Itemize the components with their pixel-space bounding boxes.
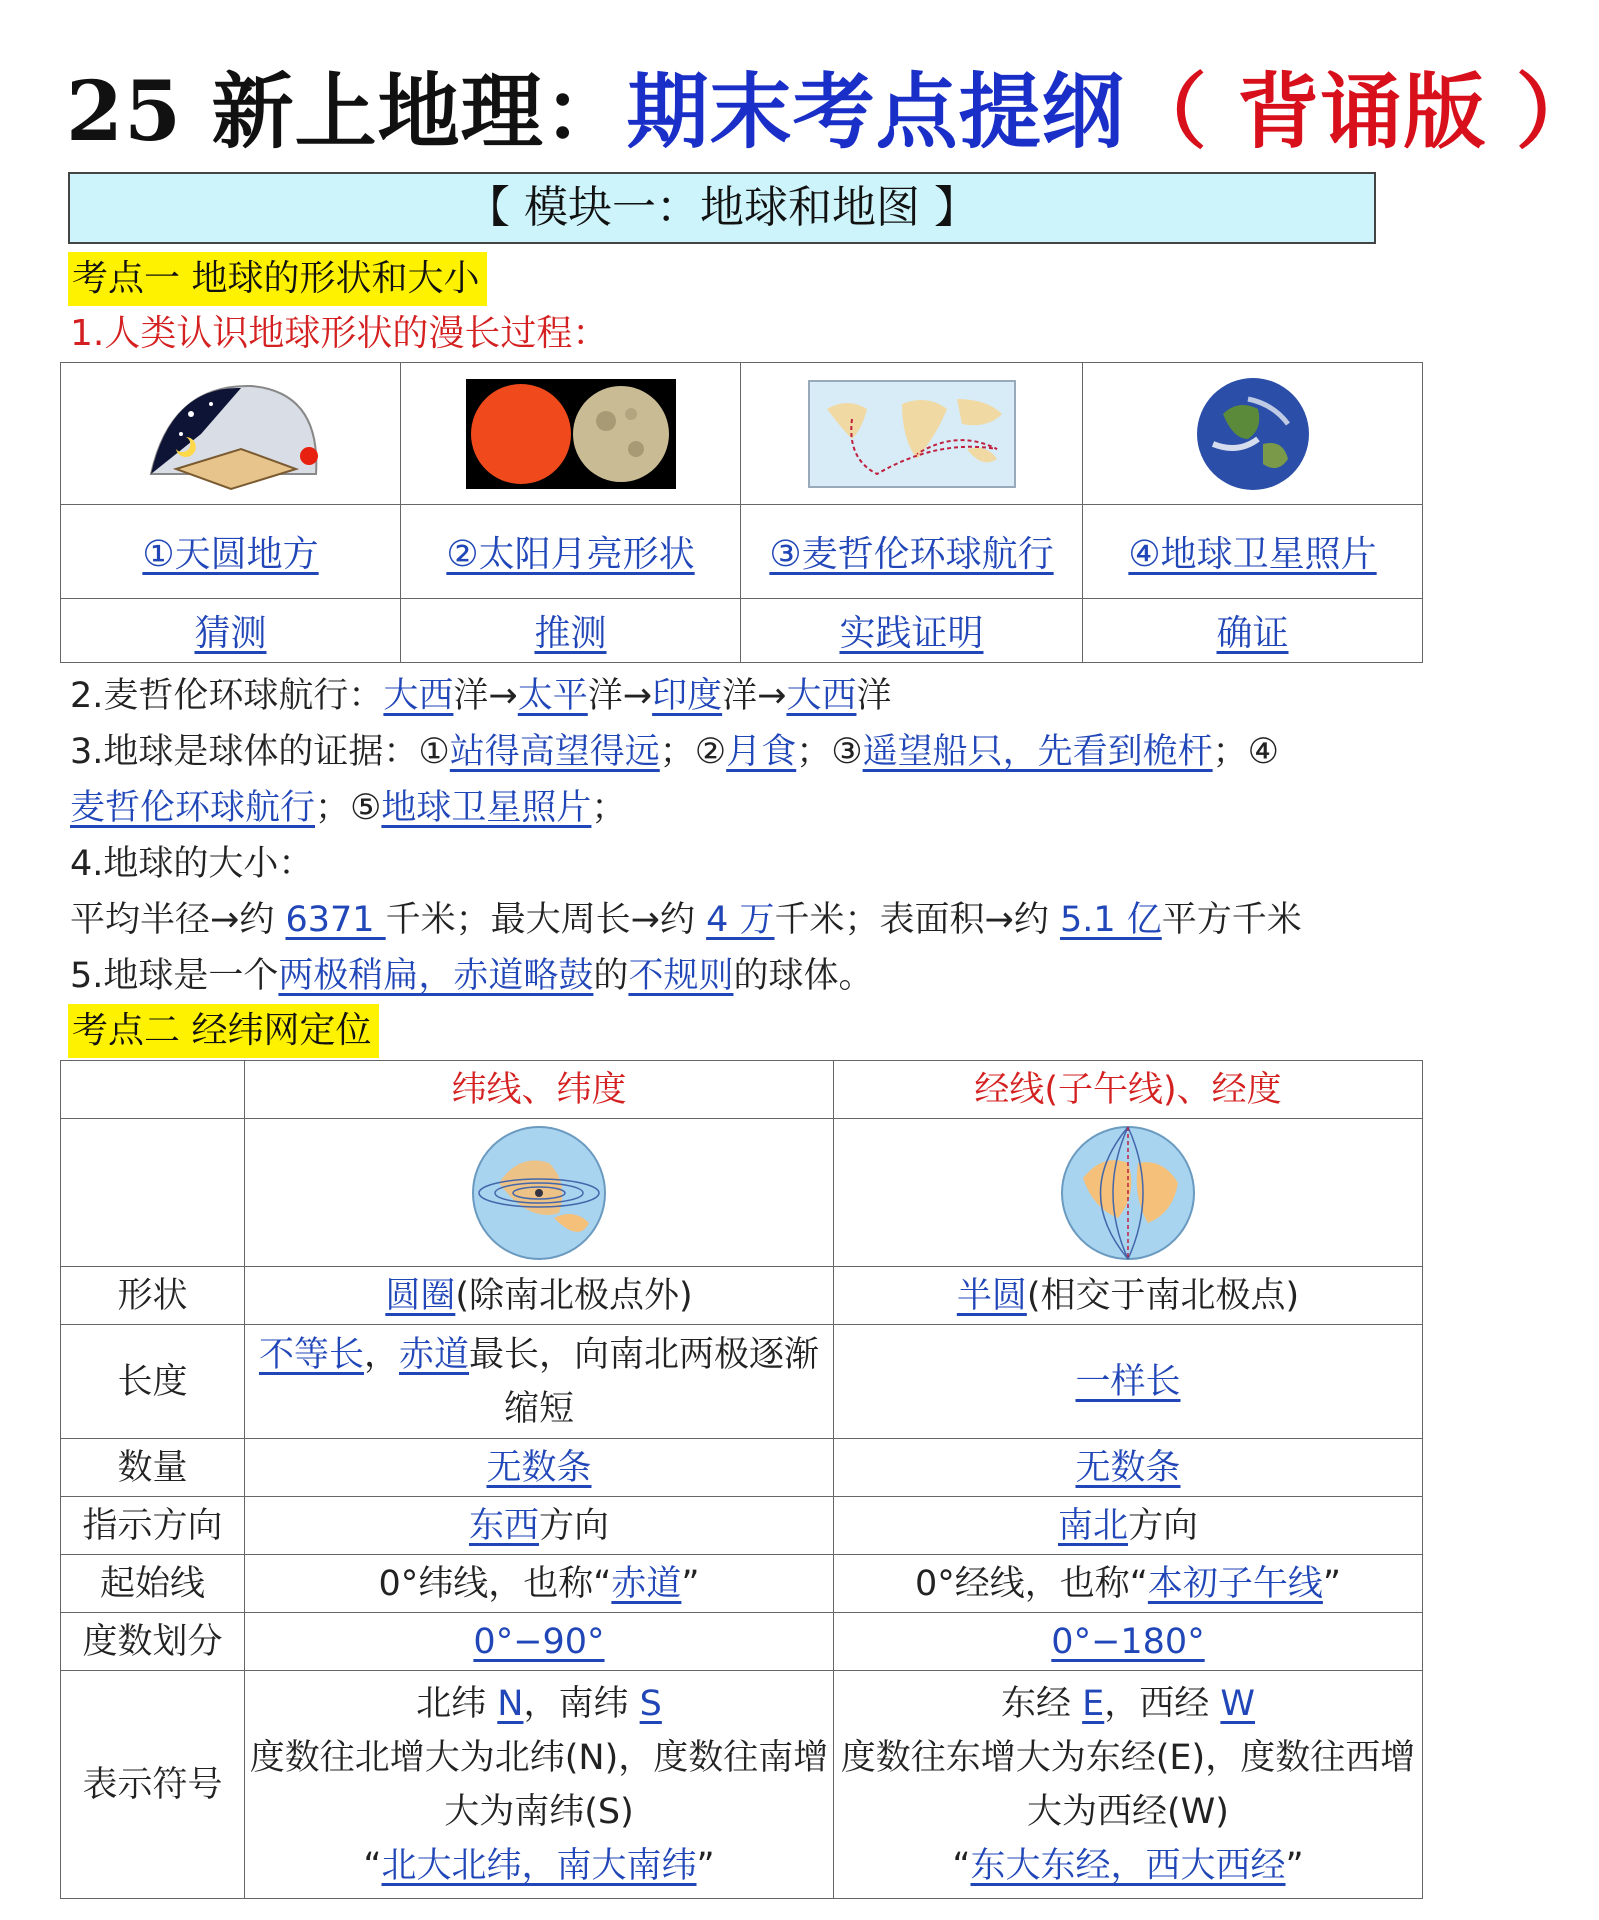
item1-title: 1.人类认识地球形状的漫长过程： — [70, 313, 609, 354]
dome-sky-cell — [61, 363, 401, 505]
stage-note-1: 猜测 — [194, 613, 267, 654]
longitude-globe-icon — [1058, 1123, 1198, 1263]
item4-line: 平均半径→约 6371 千米；最大周长→约 4 万千米；表面积→约 5.1 亿平方千米 — [70, 900, 1302, 940]
stage-label-1: ①天圆地方 — [142, 534, 319, 575]
stage-note-3: 实践证明 — [839, 613, 984, 654]
world-route-map-icon — [807, 379, 1017, 489]
latitude-globe-icon — [469, 1123, 609, 1263]
module-banner: 【 模块一：地球和地图 】 — [68, 172, 1376, 244]
col-header-latitude: 纬线、纬度 — [245, 1061, 834, 1119]
item3-line-1: 3.地球是球体的证据：①站得高望得远；②月食；③遥望船只，先看到桅杆；④ — [70, 732, 1279, 772]
dome-sky-icon — [131, 374, 331, 494]
row-label-count: 数量 — [61, 1439, 245, 1497]
page-title — [66, 52, 1599, 172]
col-header-longitude: 经线(子午线)、经度 — [834, 1061, 1423, 1119]
section2-heading: 考点二 经纬网定位 — [68, 1004, 379, 1058]
item4-title: 4.地球的大小： — [70, 844, 314, 884]
stage-note-4: 确证 — [1216, 613, 1289, 654]
section1-heading: 考点一 地球的形状和大小 — [68, 252, 487, 306]
item3-line-2: 麦哲伦环球航行；⑤地球卫星照片； — [70, 788, 627, 828]
sun-moon-icon — [466, 379, 676, 489]
stage-label-4: ④地球卫星照片 — [1128, 534, 1377, 575]
graticule-table: 纬线、纬度 经线(子午线)、经度 形状 圆圈(除南北极点外) 半圆(相交于南北极点) 长度 不等长，赤道最长，向南北两极逐渐缩短 一样长 数量 无数条 无数条 指示方向 东西方向 南北方向 起始线 0°纬线，也称“赤道” 0°经线，也称“本初子午线” 度数划分 0°−90° 0°−180° 表示符号 北纬 N，南纬 S 度数往北增大为北纬(N)，度数往南增大为南纬(S) “北大北纬，南大南纬” 东经 E，西经 W 度数往东增大为东经(E)，度数往西增大为西经(W) “东大东经，西大西经” — [60, 1060, 1423, 1899]
earth-photo-cell — [1083, 363, 1423, 505]
item2-line: 2.麦哲伦环球航行：大西洋→太平洋→印度洋→大西洋 — [70, 676, 892, 716]
sun-moon-cell — [401, 363, 741, 505]
world-route-cell — [741, 363, 1083, 505]
item5-line: 5.地球是一个两极稍扁，赤道略鼓的不规则的球体。 — [70, 956, 874, 996]
row-label-range: 度数划分 — [61, 1613, 245, 1671]
stage-note-2: 推测 — [534, 613, 607, 654]
earth-satellite-icon — [1193, 374, 1313, 494]
row-label-direction: 指示方向 — [61, 1497, 245, 1555]
row-label-symbol: 表示符号 — [61, 1671, 245, 1899]
stage-label-2: ②太阳月亮形状 — [446, 534, 695, 575]
stage-label-3: ③麦哲伦环球航行 — [769, 534, 1054, 575]
row-label-start: 起始线 — [61, 1555, 245, 1613]
title-part-1: 25 新上地理： — [66, 64, 627, 160]
shape-history-table — [60, 362, 1423, 663]
title-part-2: 期末考点提纲 — [626, 64, 1125, 160]
row-label-shape: 形状 — [61, 1267, 245, 1325]
title-part-3: （ 背诵版 ） — [1124, 64, 1599, 160]
row-label-length: 长度 — [61, 1325, 245, 1439]
